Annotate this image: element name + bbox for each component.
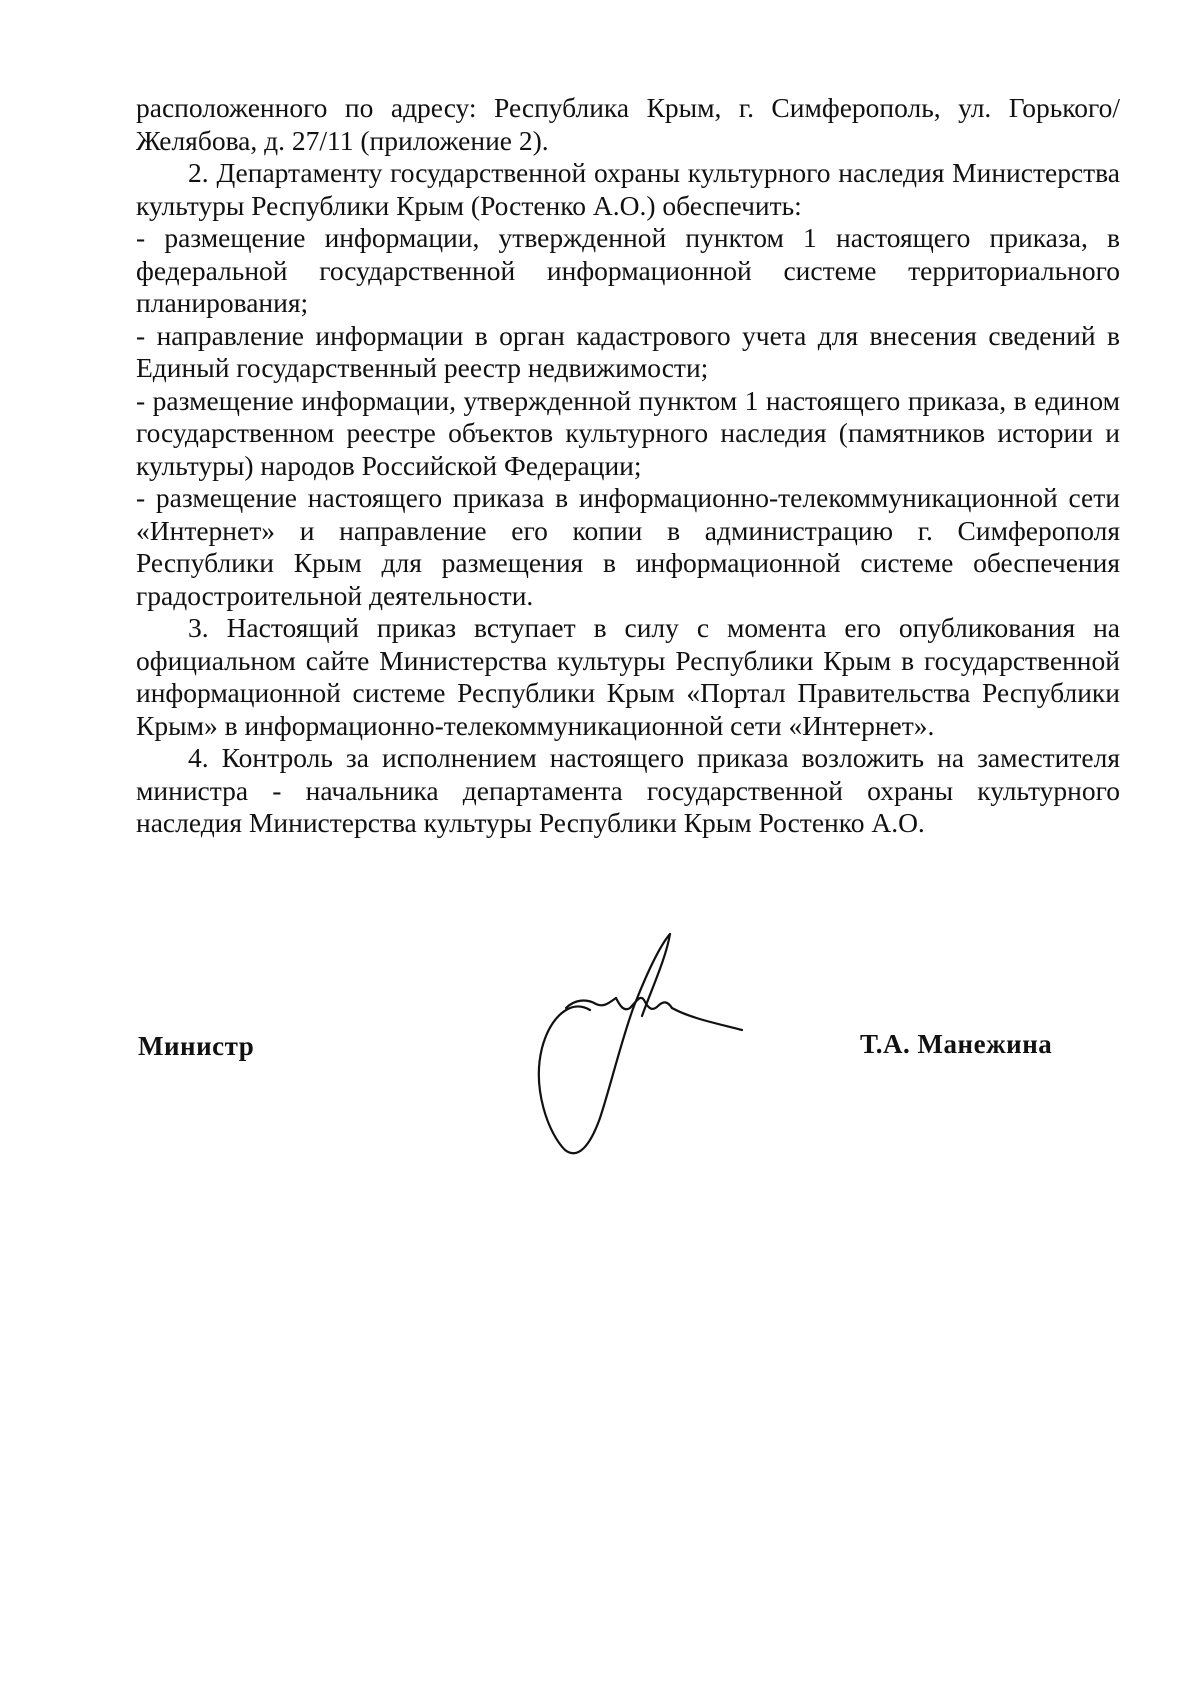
paragraph-item-2: 2. Департаменту государственной охраны культурного наследия Министерства культуры Республики Крым (Ростенко А.О.) обеспечить:: [136, 157, 1120, 221]
paragraph-item-2-bullet-2: - направление информации в орган кадастрового учета для внесения сведений в Единый государственный реестр недвижимости;: [136, 319, 1120, 383]
paragraph-item-2-bullet-4: - размещение настоящего приказа в информационно-телекоммуникационной сети «Интернет» и направление его копии в администрацию г. Симферополя Республики Крым для размещения в информационной системе обеспечения градостроительной деятельности.: [136, 482, 1120, 611]
signatory-name: Т.А. Манежина: [860, 1029, 1053, 1059]
paragraph-address-continuation: расположенного по адресу: Республика Крым, г. Симферополь, ул. Горького/Желябова, д. 27/11 (приложение 2).: [136, 92, 1120, 156]
signatory-title: Министр: [138, 1031, 255, 1061]
paragraph-item-4: 4. Контроль за исполнением настоящего приказа возложить на заместителя министра - начальника департамента государственной охраны культурного наследия Министерства культуры Республики Крым Ростенко А.О.: [136, 742, 1120, 838]
paragraph-item-3: 3. Настоящий приказ вступает в силу с момента его опубликования на официальном сайте Министерства культуры Республики Крым в государственной информационной системе Республики Крым «Портал Правительства Республики Крым» в информационно-телекоммуникационной сети «Интернет».: [136, 612, 1120, 741]
paragraph-item-2-bullet-3: - размещение информации, утвержденной пунктом 1 настоящего приказа, в едином государственном реестре объектов культурного наследия (памятников истории и культуры) народов Российской Федерации;: [136, 384, 1120, 481]
handwritten-signature: [530, 928, 770, 1168]
paragraph-item-2-bullet-1: - размещение информации, утвержденной пунктом 1 настоящего приказа, в федеральной государственной информационной системе территориального планирования;: [136, 222, 1120, 318]
